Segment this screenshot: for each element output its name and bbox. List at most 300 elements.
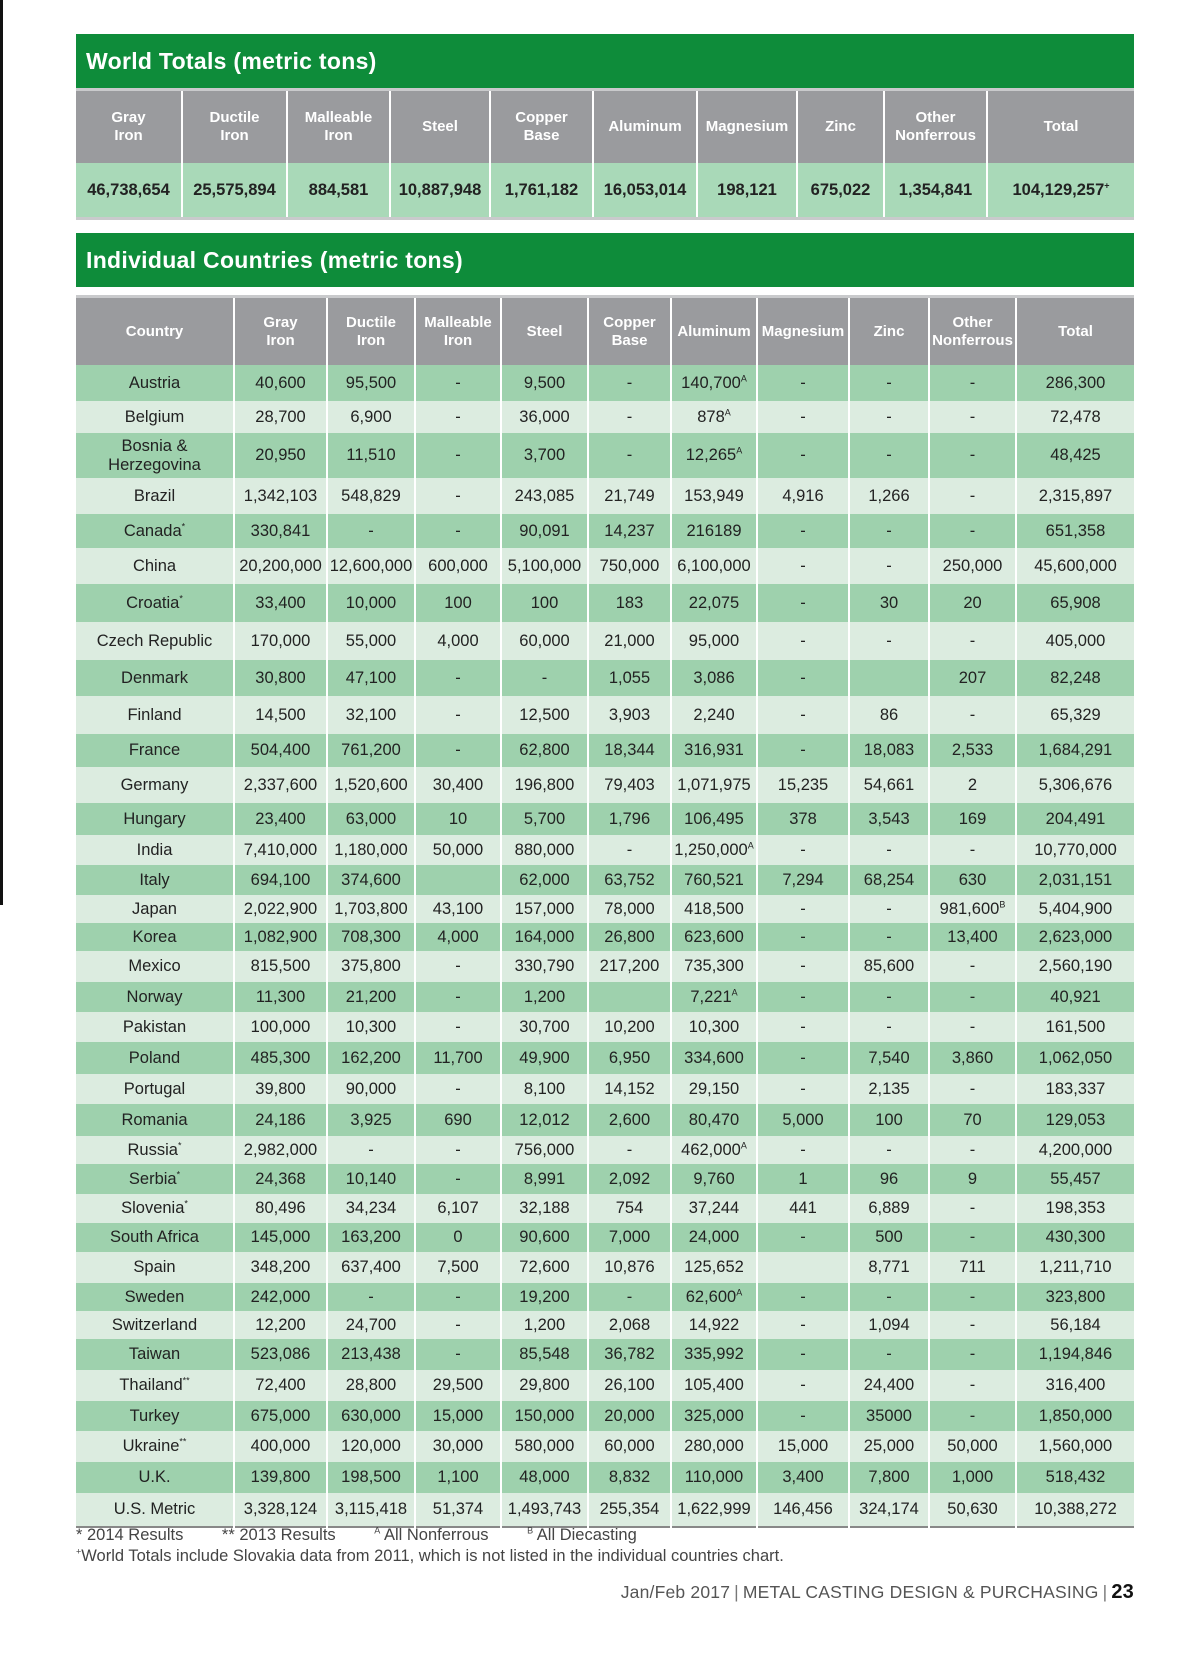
cell-total: 286,300	[1016, 365, 1134, 401]
cell-gray-iron: 3,328,124	[234, 1493, 327, 1527]
cell-gray-iron: 20,950	[234, 433, 327, 478]
cell-aluminum: 316,931	[671, 734, 757, 767]
world-steel-value: 10,887,948	[390, 163, 490, 219]
cell-gray-iron: 30,800	[234, 660, 327, 696]
cell-malleable-iron: 1,100	[415, 1462, 501, 1493]
cell-aluminum: $140,700^A$	[671, 365, 757, 401]
country-row-france	[76, 734, 1134, 767]
cell-zinc: 324,174	[849, 1493, 929, 1527]
cell-other-nonferrous: 70	[929, 1104, 1016, 1136]
cell-magnesium	[757, 1252, 849, 1283]
country-name: Hungary	[76, 803, 234, 835]
page-edge-rule	[0, 0, 3, 905]
cell-malleable-iron: -	[415, 1012, 501, 1042]
cell-total: 430,300	[1016, 1223, 1134, 1252]
cell-steel: 1,200	[501, 1311, 588, 1339]
cell-ductile-iron: 375,800	[327, 951, 415, 982]
cell-total: 198,353	[1016, 1194, 1134, 1223]
cell-gray-iron: 815,500	[234, 951, 327, 982]
cell-other-nonferrous: -	[929, 433, 1016, 478]
cell-gray-iron: 1,082,900	[234, 923, 327, 951]
cell-other-nonferrous: -	[929, 1074, 1016, 1104]
cell-other-nonferrous: 2,533	[929, 734, 1016, 767]
country-name: France	[76, 734, 234, 767]
cell-steel: 580,000	[501, 1431, 588, 1462]
world-zinc-value: 675,022	[797, 163, 884, 219]
country-name: Croatia*	[76, 584, 234, 622]
world-other-nonferrous-value: 1,354,841	[884, 163, 987, 219]
cell-total: 316,400	[1016, 1370, 1134, 1401]
cell-copper-base: 2,068	[588, 1311, 671, 1339]
cell-aluminum: 1,622,999	[671, 1493, 757, 1527]
cell-copper-base: 26,800	[588, 923, 671, 951]
cell-steel: 60,000	[501, 622, 588, 660]
cell-malleable-iron: -	[415, 982, 501, 1012]
cell-aluminum: 153,949	[671, 478, 757, 514]
cell-steel: 5,100,000	[501, 548, 588, 584]
cell-magnesium: -	[757, 982, 849, 1012]
cell-copper-base: 3,903	[588, 696, 671, 734]
note-2013: ** 2013 Results	[221, 1526, 336, 1544]
cell-magnesium: -	[757, 401, 849, 433]
cell-steel: 72,600	[501, 1252, 588, 1283]
cell-aluminum: $12,265^A$	[671, 433, 757, 478]
cell-other-nonferrous: 2	[929, 767, 1016, 803]
cell-ductile-iron: 10,300	[327, 1012, 415, 1042]
country-row-portugal	[76, 1074, 1134, 1104]
cell-steel: 3,700	[501, 433, 588, 478]
country-row-bosnia-herzegovina	[76, 433, 1134, 478]
cell-other-nonferrous: 630	[929, 865, 1016, 895]
cell-total: 4,200,000	[1016, 1136, 1134, 1164]
cell-malleable-iron: 100	[415, 584, 501, 622]
cell-malleable-iron: -	[415, 696, 501, 734]
country-row-canada	[76, 514, 1134, 548]
cell-malleable-iron: -	[415, 1311, 501, 1339]
country-name: South Africa	[76, 1223, 234, 1252]
country-row-serbia	[76, 1164, 1134, 1194]
cell-ductile-iron: 637,400	[327, 1252, 415, 1283]
cell-zinc: -	[849, 433, 929, 478]
cell-copper-base: 36,782	[588, 1339, 671, 1370]
cell-malleable-iron: -	[415, 951, 501, 982]
cell-total: 65,908	[1016, 584, 1134, 622]
cell-copper-base: 7,000	[588, 1223, 671, 1252]
cell-ductile-iron: 1,180,000	[327, 835, 415, 865]
cell-copper-base	[588, 982, 671, 1012]
cell-zinc: 30	[849, 584, 929, 622]
country-row-croatia	[76, 584, 1134, 622]
cell-gray-iron: 20,200,000	[234, 548, 327, 584]
cell-ductile-iron: -	[327, 1283, 415, 1311]
cell-malleable-iron: 10	[415, 803, 501, 835]
cell-other-nonferrous: -	[929, 835, 1016, 865]
cell-ductile-iron: 55,000	[327, 622, 415, 660]
cell-steel: 1,200	[501, 982, 588, 1012]
footer-publication: METAL CASTING DESIGN & PURCHASING	[742, 1582, 1099, 1602]
cell-zinc: -	[849, 365, 929, 401]
country-name: Austria	[76, 365, 234, 401]
world-header-row	[76, 90, 1134, 164]
header-other-nonferrous: Other Nonferrous	[929, 297, 1016, 366]
page-footer: Jan/Feb 2017 | METAL CASTING DESIGN & PURCHASING | 23	[620, 1581, 1134, 1603]
cell-other-nonferrous: -	[929, 1401, 1016, 1431]
cell-steel: 243,085	[501, 478, 588, 514]
country-row-japan	[76, 895, 1134, 923]
cell-malleable-iron: -	[415, 1164, 501, 1194]
cell-steel: 8,100	[501, 1074, 588, 1104]
cell-gray-iron: 24,186	[234, 1104, 327, 1136]
cell-other-nonferrous: 9	[929, 1164, 1016, 1194]
cell-other-nonferrous: -	[929, 1194, 1016, 1223]
cell-total: 2,315,897	[1016, 478, 1134, 514]
cell-copper-base: 26,100	[588, 1370, 671, 1401]
cell-malleable-iron: 4,000	[415, 622, 501, 660]
cell-aluminum: 125,652	[671, 1252, 757, 1283]
cell-total: 405,000	[1016, 622, 1134, 660]
note-all-nonferrous: $^A$ All Nonferrous	[374, 1525, 489, 1544]
cell-aluminum: 6,100,000	[671, 548, 757, 584]
cell-malleable-iron: -	[415, 1283, 501, 1311]
cell-zinc	[849, 660, 929, 696]
cell-aluminum: 22,075	[671, 584, 757, 622]
cell-total: 48,425	[1016, 433, 1134, 478]
cell-magnesium: -	[757, 584, 849, 622]
cell-steel: 157,000	[501, 895, 588, 923]
cell-aluminum: 14,922	[671, 1311, 757, 1339]
cell-ductile-iron: 12,600,000	[327, 548, 415, 584]
cell-other-nonferrous: 207	[929, 660, 1016, 696]
cell-zinc: 86	[849, 696, 929, 734]
header-magnesium: Magnesium	[697, 90, 797, 164]
cell-gray-iron: 80,496	[234, 1194, 327, 1223]
cell-gray-iron: 2,982,000	[234, 1136, 327, 1164]
header-ductile-iron: Ductile Iron	[182, 90, 287, 164]
cell-magnesium: -	[757, 622, 849, 660]
cell-copper-base: 79,403	[588, 767, 671, 803]
cell-zinc: 1,094	[849, 1311, 929, 1339]
cell-other-nonferrous: -	[929, 982, 1016, 1012]
cell-magnesium: -	[757, 433, 849, 478]
note-all-diecasting: $^B$ All Diecasting	[527, 1525, 637, 1544]
cell-aluminum: 29,150	[671, 1074, 757, 1104]
cell-other-nonferrous: 50,630	[929, 1493, 1016, 1527]
cell-malleable-iron: -	[415, 401, 501, 433]
country-row-slovenia	[76, 1194, 1134, 1223]
world-gray-iron-value: 46,738,654	[76, 163, 182, 219]
cell-total: 65,329	[1016, 696, 1134, 734]
cell-zinc: -	[849, 1012, 929, 1042]
country-row-korea	[76, 923, 1134, 951]
country-name: Spain	[76, 1252, 234, 1283]
cell-other-nonferrous: 1,000	[929, 1462, 1016, 1493]
cell-other-nonferrous: -	[929, 696, 1016, 734]
cell-other-nonferrous: 250,000	[929, 548, 1016, 584]
cell-gray-iron: 675,000	[234, 1401, 327, 1431]
cell-copper-base: 255,354	[588, 1493, 671, 1527]
cell-other-nonferrous: -	[929, 514, 1016, 548]
cell-zinc: -	[849, 1136, 929, 1164]
cell-magnesium: -	[757, 1283, 849, 1311]
cell-other-nonferrous: -	[929, 365, 1016, 401]
world-ductile-iron-value: 25,575,894	[182, 163, 287, 219]
cell-ductile-iron: 548,829	[327, 478, 415, 514]
cell-malleable-iron: 30,000	[415, 1431, 501, 1462]
country-row-spain	[76, 1252, 1134, 1283]
cell-ductile-iron: 708,300	[327, 923, 415, 951]
cell-aluminum: 325,000	[671, 1401, 757, 1431]
cell-malleable-iron: 29,500	[415, 1370, 501, 1401]
cell-other-nonferrous: -	[929, 622, 1016, 660]
cell-ductile-iron: 3,115,418	[327, 1493, 415, 1527]
cell-malleable-iron: 600,000	[415, 548, 501, 584]
cell-malleable-iron: 43,100	[415, 895, 501, 923]
country-name: Portugal	[76, 1074, 234, 1104]
cell-magnesium: -	[757, 1012, 849, 1042]
cell-gray-iron: 330,841	[234, 514, 327, 548]
cell-malleable-iron: 6,107	[415, 1194, 501, 1223]
cell-copper-base: 18,344	[588, 734, 671, 767]
cell-magnesium: 15,000	[757, 1431, 849, 1462]
country-row-finland	[76, 696, 1134, 734]
header-gray-iron: Gray Iron	[234, 297, 327, 366]
cell-copper-base: 10,200	[588, 1012, 671, 1042]
cell-aluminum: $462,000^A$	[671, 1136, 757, 1164]
country-name: Russia*	[76, 1136, 234, 1164]
country-row-south-africa	[76, 1223, 1134, 1252]
cell-steel: 330,790	[501, 951, 588, 982]
cell-malleable-iron	[415, 865, 501, 895]
cell-copper-base: 183	[588, 584, 671, 622]
cell-zinc: 7,540	[849, 1042, 929, 1074]
cell-total: 72,478	[1016, 401, 1134, 433]
cell-zinc: 2,135	[849, 1074, 929, 1104]
cell-magnesium: -	[757, 1339, 849, 1370]
cell-magnesium: -	[757, 835, 849, 865]
cell-aluminum: 216189	[671, 514, 757, 548]
cell-aluminum: 9,760	[671, 1164, 757, 1194]
cell-steel: 49,900	[501, 1042, 588, 1074]
cell-steel: 880,000	[501, 835, 588, 865]
countries-header-row	[76, 297, 1134, 366]
cell-steel: 12,500	[501, 696, 588, 734]
cell-total: 40,921	[1016, 982, 1134, 1012]
world-total-value: 104,129,257+	[987, 163, 1134, 219]
cell-steel: 150,000	[501, 1401, 588, 1431]
header-aluminum: Aluminum	[671, 297, 757, 366]
country-row-belgium	[76, 401, 1134, 433]
cell-ductile-iron: 47,100	[327, 660, 415, 696]
cell-aluminum: 106,495	[671, 803, 757, 835]
cell-malleable-iron: 11,700	[415, 1042, 501, 1074]
cell-zinc: 85,600	[849, 951, 929, 982]
cell-total: 1,194,846	[1016, 1339, 1134, 1370]
cell-steel: 36,000	[501, 401, 588, 433]
cell-other-nonferrous: 13,400	[929, 923, 1016, 951]
cell-other-nonferrous: -	[929, 1311, 1016, 1339]
cell-steel: 100	[501, 584, 588, 622]
header-other-nonferrous: Other Nonferrous	[884, 90, 987, 164]
cell-magnesium: 146,456	[757, 1493, 849, 1527]
cell-ductile-iron: -	[327, 1136, 415, 1164]
cell-steel: 164,000	[501, 923, 588, 951]
note-2014: * 2014 Results	[76, 1526, 184, 1544]
cell-copper-base: 8,832	[588, 1462, 671, 1493]
country-name: Turkey	[76, 1401, 234, 1431]
cell-aluminum: 37,244	[671, 1194, 757, 1223]
cell-total: 204,491	[1016, 803, 1134, 835]
country-name: Slovenia*	[76, 1194, 234, 1223]
cell-ductile-iron: 6,900	[327, 401, 415, 433]
country-name: Thailand**	[76, 1370, 234, 1401]
header-copper-base: Copper Base	[490, 90, 593, 164]
cell-ductile-iron: 3,925	[327, 1104, 415, 1136]
cell-zinc: 3,543	[849, 803, 929, 835]
cell-steel: 9,500	[501, 365, 588, 401]
cell-magnesium: -	[757, 660, 849, 696]
cell-zinc: 100	[849, 1104, 929, 1136]
header-gray-iron: Gray Iron	[76, 90, 182, 164]
cell-total: 2,560,190	[1016, 951, 1134, 982]
cell-steel: 85,548	[501, 1339, 588, 1370]
country-name: Brazil	[76, 478, 234, 514]
cell-total: 1,850,000	[1016, 1401, 1134, 1431]
cell-steel: 32,188	[501, 1194, 588, 1223]
cell-aluminum: 80,470	[671, 1104, 757, 1136]
country-row-hungary	[76, 803, 1134, 835]
cell-total: 161,500	[1016, 1012, 1134, 1042]
cell-zinc: 35000	[849, 1401, 929, 1431]
country-name: Switzerland	[76, 1311, 234, 1339]
country-row-germany	[76, 767, 1134, 803]
cell-gray-iron: 1,342,103	[234, 478, 327, 514]
country-name: Italy	[76, 865, 234, 895]
cell-ductile-iron: 11,510	[327, 433, 415, 478]
country-row-brazil	[76, 478, 1134, 514]
cell-zinc: 24,400	[849, 1370, 929, 1401]
cell-gray-iron: 145,000	[234, 1223, 327, 1252]
country-name: Korea	[76, 923, 234, 951]
cell-magnesium: 441	[757, 1194, 849, 1223]
country-row-u-k	[76, 1462, 1134, 1493]
country-row-ukraine	[76, 1431, 1134, 1462]
country-name: China	[76, 548, 234, 584]
header-malleable-iron: Malleable Iron	[287, 90, 390, 164]
cell-magnesium: 1	[757, 1164, 849, 1194]
header-copper-base: Copper Base	[588, 297, 671, 366]
cell-aluminum: 2,240	[671, 696, 757, 734]
cell-ductile-iron: 34,234	[327, 1194, 415, 1223]
cell-gray-iron: 28,700	[234, 401, 327, 433]
country-row-austria	[76, 365, 1134, 401]
country-row-czech-republic	[76, 622, 1134, 660]
cell-ductile-iron: 10,000	[327, 584, 415, 622]
cell-aluminum: 3,086	[671, 660, 757, 696]
cell-copper-base: 2,600	[588, 1104, 671, 1136]
cell-copper-base: 754	[588, 1194, 671, 1223]
cell-copper-base: 6,950	[588, 1042, 671, 1074]
cell-malleable-iron: -	[415, 1339, 501, 1370]
cell-aluminum: $7,221^A$	[671, 982, 757, 1012]
cell-magnesium: 378	[757, 803, 849, 835]
country-row-poland	[76, 1042, 1134, 1074]
country-row-thailand	[76, 1370, 1134, 1401]
cell-aluminum: 334,600	[671, 1042, 757, 1074]
world-malleable-iron-value: 884,581	[287, 163, 390, 219]
cell-gray-iron: 14,500	[234, 696, 327, 734]
cell-other-nonferrous: -	[929, 1136, 1016, 1164]
cell-gray-iron: 23,400	[234, 803, 327, 835]
cell-aluminum: 623,600	[671, 923, 757, 951]
cell-magnesium: -	[757, 951, 849, 982]
cell-copper-base: 20,000	[588, 1401, 671, 1431]
header-steel: Steel	[501, 297, 588, 366]
cell-malleable-iron: 690	[415, 1104, 501, 1136]
cell-zinc: -	[849, 982, 929, 1012]
cell-zinc: -	[849, 622, 929, 660]
cell-malleable-iron: 4,000	[415, 923, 501, 951]
cell-aluminum: 280,000	[671, 1431, 757, 1462]
cell-malleable-iron: 50,000	[415, 835, 501, 865]
cell-malleable-iron: 7,500	[415, 1252, 501, 1283]
cell-total: 1,062,050	[1016, 1042, 1134, 1074]
country-name: Belgium	[76, 401, 234, 433]
world-totals-table	[76, 88, 1134, 220]
cell-steel: 12,012	[501, 1104, 588, 1136]
cell-other-nonferrous: -	[929, 1370, 1016, 1401]
country-name: Japan	[76, 895, 234, 923]
cell-copper-base: 217,200	[588, 951, 671, 982]
world-copper-base-value: 1,761,182	[490, 163, 593, 219]
world-totals-title: World Totals (metric tons)	[76, 34, 1134, 88]
cell-ductile-iron: 95,500	[327, 365, 415, 401]
cell-other-nonferrous: -	[929, 951, 1016, 982]
cell-ductile-iron: 162,200	[327, 1042, 415, 1074]
header-total: Total	[987, 90, 1134, 164]
cell-aluminum: 24,000	[671, 1223, 757, 1252]
country-name: India	[76, 835, 234, 865]
cell-ductile-iron: 28,800	[327, 1370, 415, 1401]
cell-copper-base: 1,796	[588, 803, 671, 835]
world-values-row	[76, 163, 1134, 219]
footnotes-legend	[76, 1526, 671, 1545]
cell-magnesium: -	[757, 514, 849, 548]
cell-steel: 30,700	[501, 1012, 588, 1042]
cell-total: 1,684,291	[1016, 734, 1134, 767]
country-row-russia	[76, 1136, 1134, 1164]
world-totals-footnote: +World Totals include Slovakia data from 2011, which is not listed in the individual countries chart.	[76, 1546, 784, 1565]
cell-copper-base: -	[588, 835, 671, 865]
header-ductile-iron: Ductile Iron	[327, 297, 415, 366]
country-name: Mexico	[76, 951, 234, 982]
cell-ductile-iron: 630,000	[327, 1401, 415, 1431]
cell-copper-base: -	[588, 1283, 671, 1311]
country-name: Denmark	[76, 660, 234, 696]
cell-ductile-iron: 1,703,800	[327, 895, 415, 923]
cell-total: 518,432	[1016, 1462, 1134, 1493]
cell-magnesium: -	[757, 1370, 849, 1401]
cell-magnesium: -	[757, 696, 849, 734]
cell-magnesium: -	[757, 734, 849, 767]
cell-magnesium: -	[757, 1311, 849, 1339]
cell-other-nonferrous: 169	[929, 803, 1016, 835]
country-name: U.S. Metric	[76, 1493, 234, 1527]
cell-other-nonferrous: 50,000	[929, 1431, 1016, 1462]
cell-zinc: -	[849, 1283, 929, 1311]
cell-gray-iron: 485,300	[234, 1042, 327, 1074]
cell-zinc: 1,266	[849, 478, 929, 514]
cell-magnesium: -	[757, 1042, 849, 1074]
